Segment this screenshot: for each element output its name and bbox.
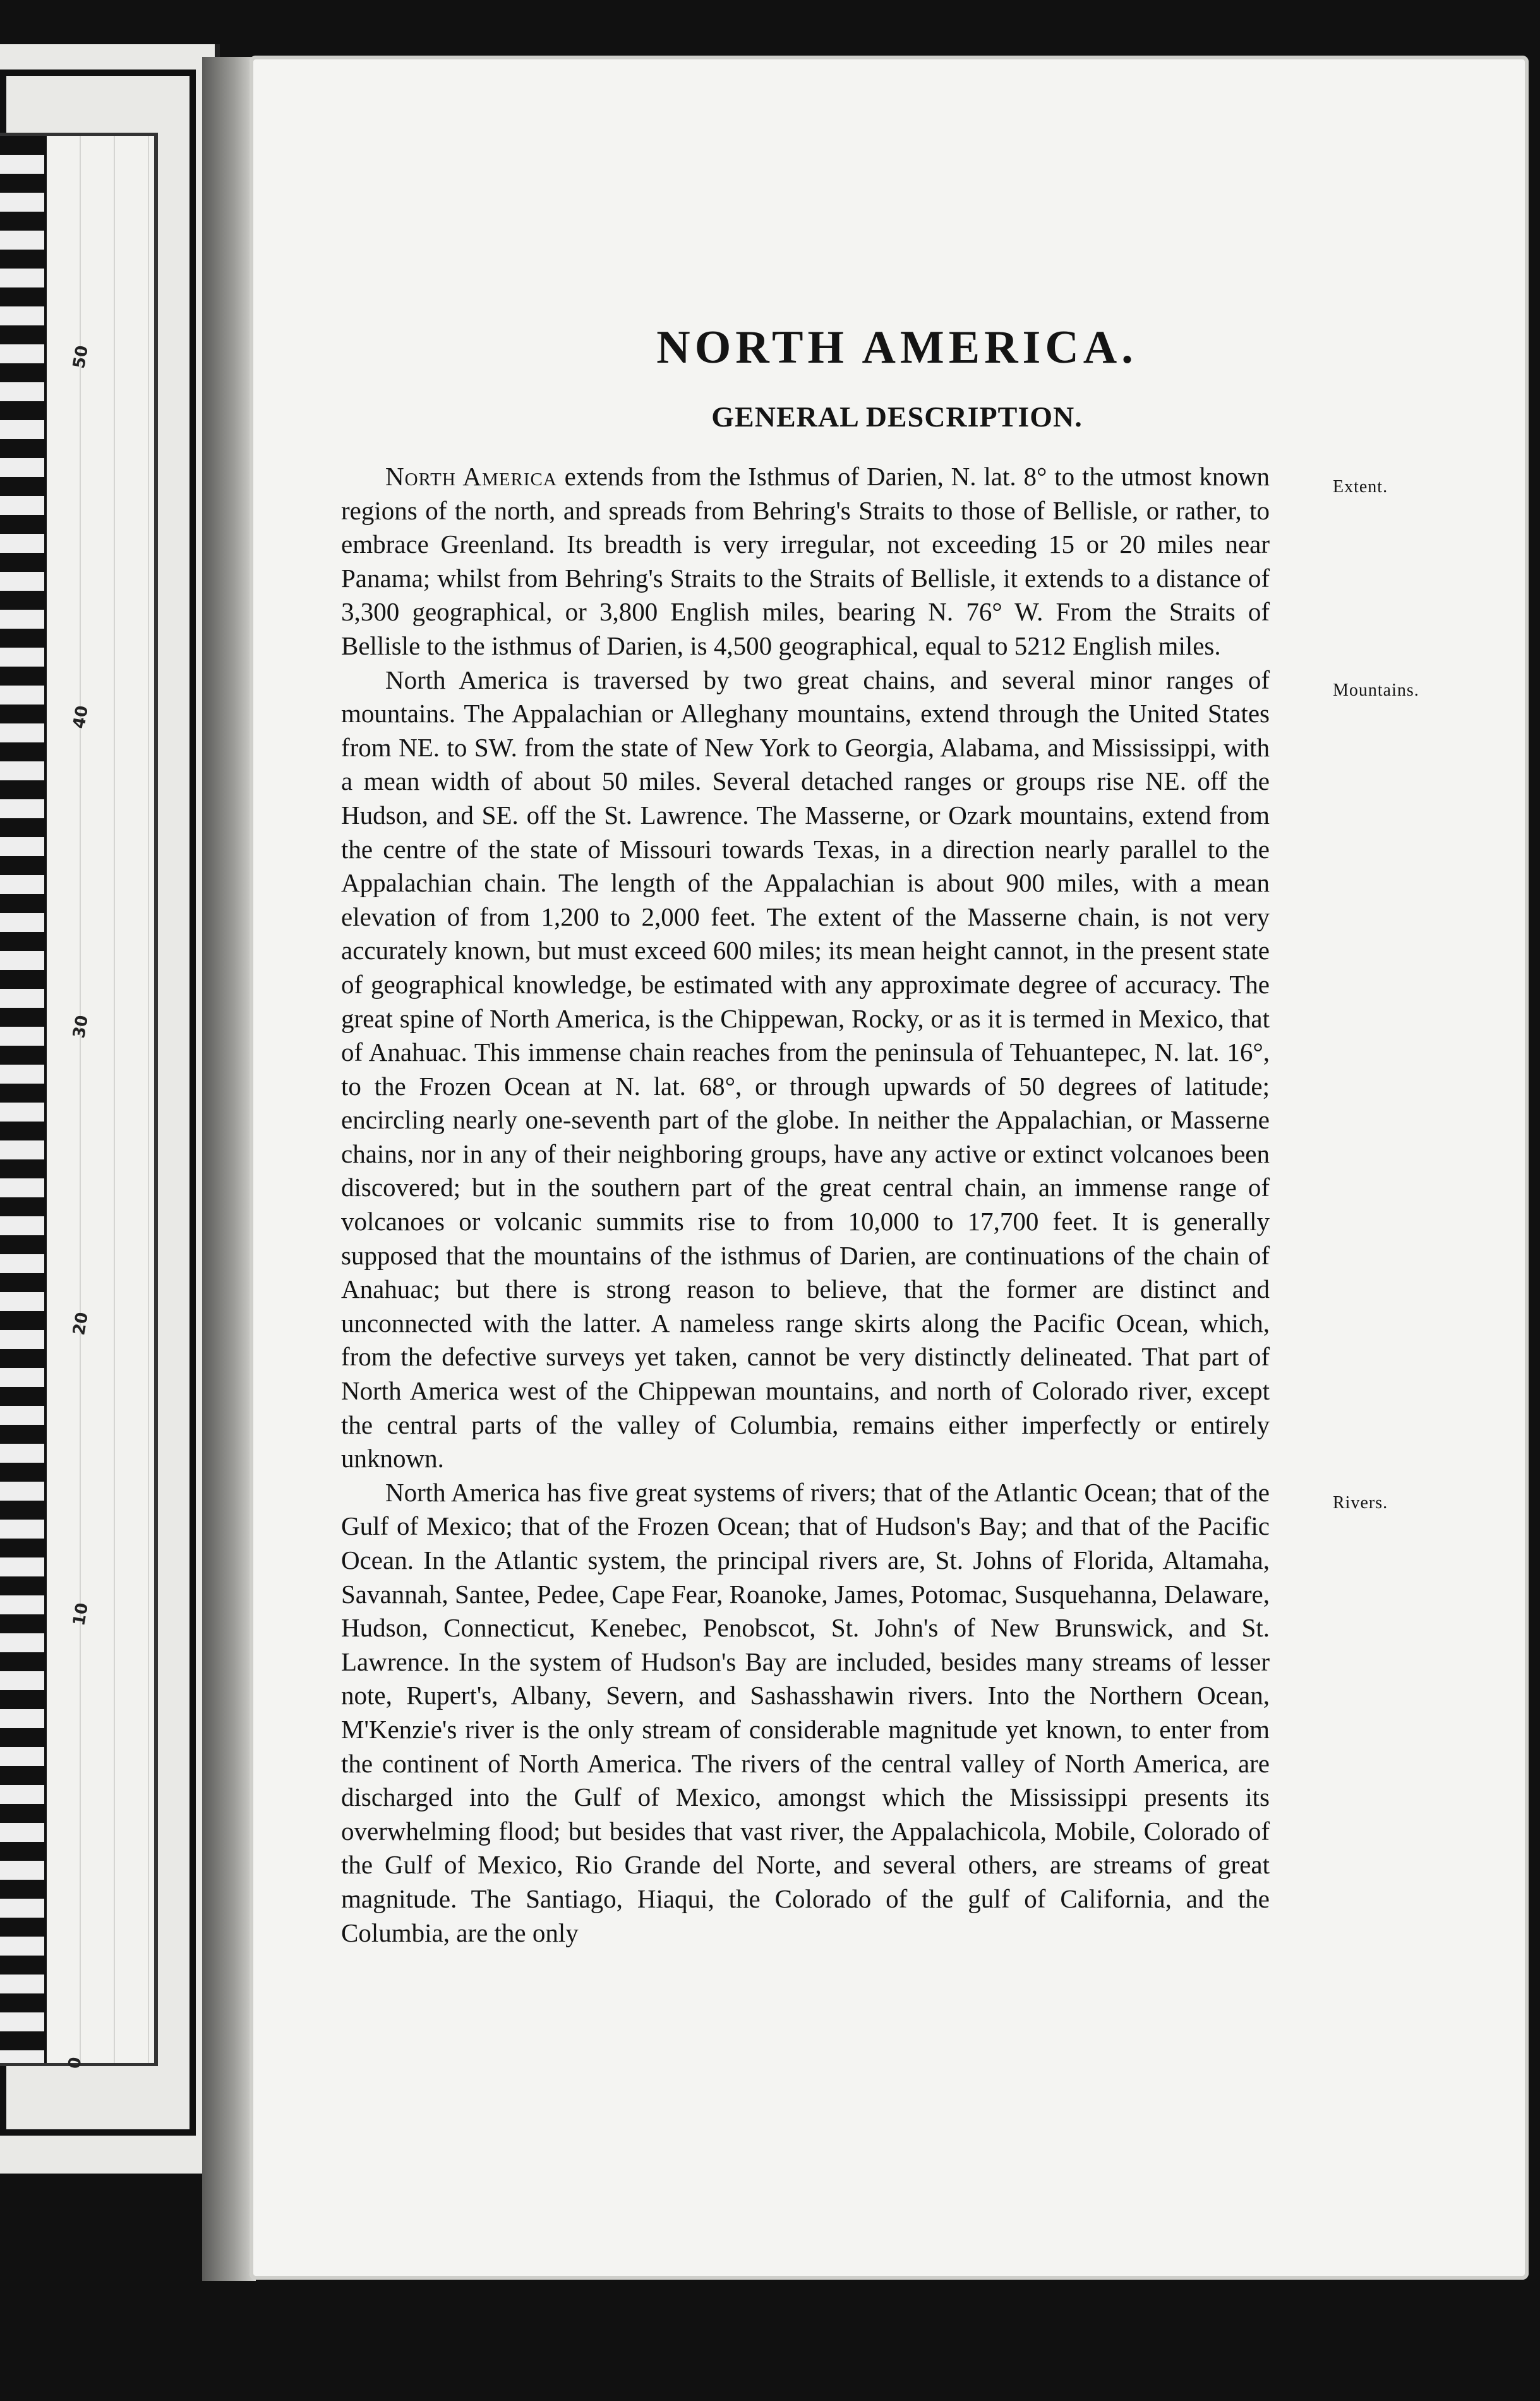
paragraph-text: extends from the Isthmus of Darien, N. lat. 8° to the utmost known regions of the north, and spreads from Behring's Straits to those of Bellisle, or rather, to embrace Greenland. Its breadth is very irregular, not exceeding 15 or 20 miles near Panama; whilst from Behring's Straits to the Straits of Bellisle, it extends to a distance of 3,300 geographical, or 3,800 English miles, bearing N. 76° W. From the Straits of Bellisle to the isthmus of Darien, is 4,500 geographical, equal to 5212 English miles. bbox=[341, 462, 1270, 660]
side-note-rivers: Rivers. bbox=[1333, 1492, 1388, 1513]
side-note-extent: Extent. bbox=[1333, 477, 1388, 497]
paragraph-rivers bbox=[341, 1476, 1415, 1950]
map-border-scale bbox=[0, 136, 47, 2063]
latitude-label: 10 bbox=[69, 1601, 93, 1628]
lead-words: North America bbox=[385, 462, 557, 491]
page-title: NORTH AMERICA. bbox=[656, 322, 1138, 373]
paragraph-extent bbox=[341, 460, 1415, 663]
page-text bbox=[341, 321, 1419, 1950]
latitude-label: 50 bbox=[69, 344, 93, 370]
paragraph-mountains bbox=[341, 663, 1419, 1476]
book-page bbox=[250, 56, 1529, 2280]
side-note-mountains: Mountains. bbox=[1333, 680, 1419, 700]
latitude-label: 0 bbox=[64, 2055, 86, 2071]
book-gutter bbox=[202, 57, 256, 2281]
latitude-label: 20 bbox=[69, 1310, 93, 1337]
latitude-label: 30 bbox=[69, 1013, 93, 1040]
map-fragment bbox=[47, 136, 154, 2063]
map-margin bbox=[0, 44, 220, 2174]
paragraph-text: North America has five great systems of rivers; that of the Atlantic Ocean; that of the Gulf of Mexico; that of the Frozen Ocean; that of Hudson's Bay; and that of the Pacific Ocean. In the Atlantic system, the principal rivers are, St. Johns of Florida, Altamaha, Savannah, Santee, Pedee, Cape Fear, Roanoke, James, Potomac, Susquehanna, Delaware, Hudson, Connecticut, Kenebec, Penobscot, St. John's of New Brunswick, and St. Lawrence. In the system of Hudson's Bay are included, besides many streams of lesser note, Rupert's, Albany, Severn, and Sashasshawin rivers. Into the Northern Ocean, M'Kenzie's river is the only stream of considerable magnitude yet known, to enter from the continent of North America. The rivers of the central valley of North America, are discharged into the Gulf of Mexico, amongst which the Mississippi presents its overwhelming flood; but besides that vast river, the Appalachicola, Mobile, Colorado of the Gulf of Mexico, Rio Grande del Norte, and several others, are streams of great magnitude. The Santiago, Hiaqui, the Colorado of the gulf of California, and the Columbia, are the only bbox=[341, 1477, 1270, 1947]
paragraph-text: North America is traversed by two great chains, and several minor ranges of mountains. The Appalachian or Alleghany mountains, extend through the United States from NE. to SW. from the state of New York to Georgia, Alabama, and Mississippi, with a mean width of about 50 miles. Several detached ranges or groups rise NE. off the Hudson, and SE. off the St. Lawrence. The Masserne, or Ozark mountains, extend from the centre of the state of Missouri towards Texas, in a direction nearly parallel to the Appalachian chain. The length of the Appalachian is about 900 miles, with a mean elevation of from 1,200 to 2,000 feet. The extent of the Masserne chain, is not very accurately known, but must exceed 600 miles; its mean height cannot, in the present state of geographical knowledge, be estimated with any approximate degree of accuracy. The great spine of North America, is the Chippewan, Rocky, or as it is termed in Mexico, that of Anahuac. This immense chain reaches from the peninsula of Tehuantepec, N. lat. 16°, to the Frozen Ocean at N. lat. 68°, or through upwards of 50 degrees of latitude; encircling nearly one-seventh part of the globe. In neither the Appalachian, or Masserne chains, nor in any of their neighboring groups, have any active or extinct volcanoes been discovered; but in the southern part of the great central chain, an immense range of volcanoes or volcanic summits rise to from 10,000 to 17,700 feet. It is generally supposed that the mountains of the isthmus of Darien, are continuations of the chain of Anahuac; but there is strong reason to believe, that the former are distinct and unconnected with the latter. A nameless range skirts along the Pacific Ocean, which, from the defective surveys yet taken, cannot be very distinctly delineated. That part of North America west of the Chippewan mountains, and north of Colorado river, except the central parts of the valley of Columbia, remains either imperfectly or entirely unknown. bbox=[341, 665, 1270, 1473]
latitude-label: 40 bbox=[69, 704, 93, 730]
page-subtitle: GENERAL DESCRIPTION. bbox=[711, 401, 1083, 433]
